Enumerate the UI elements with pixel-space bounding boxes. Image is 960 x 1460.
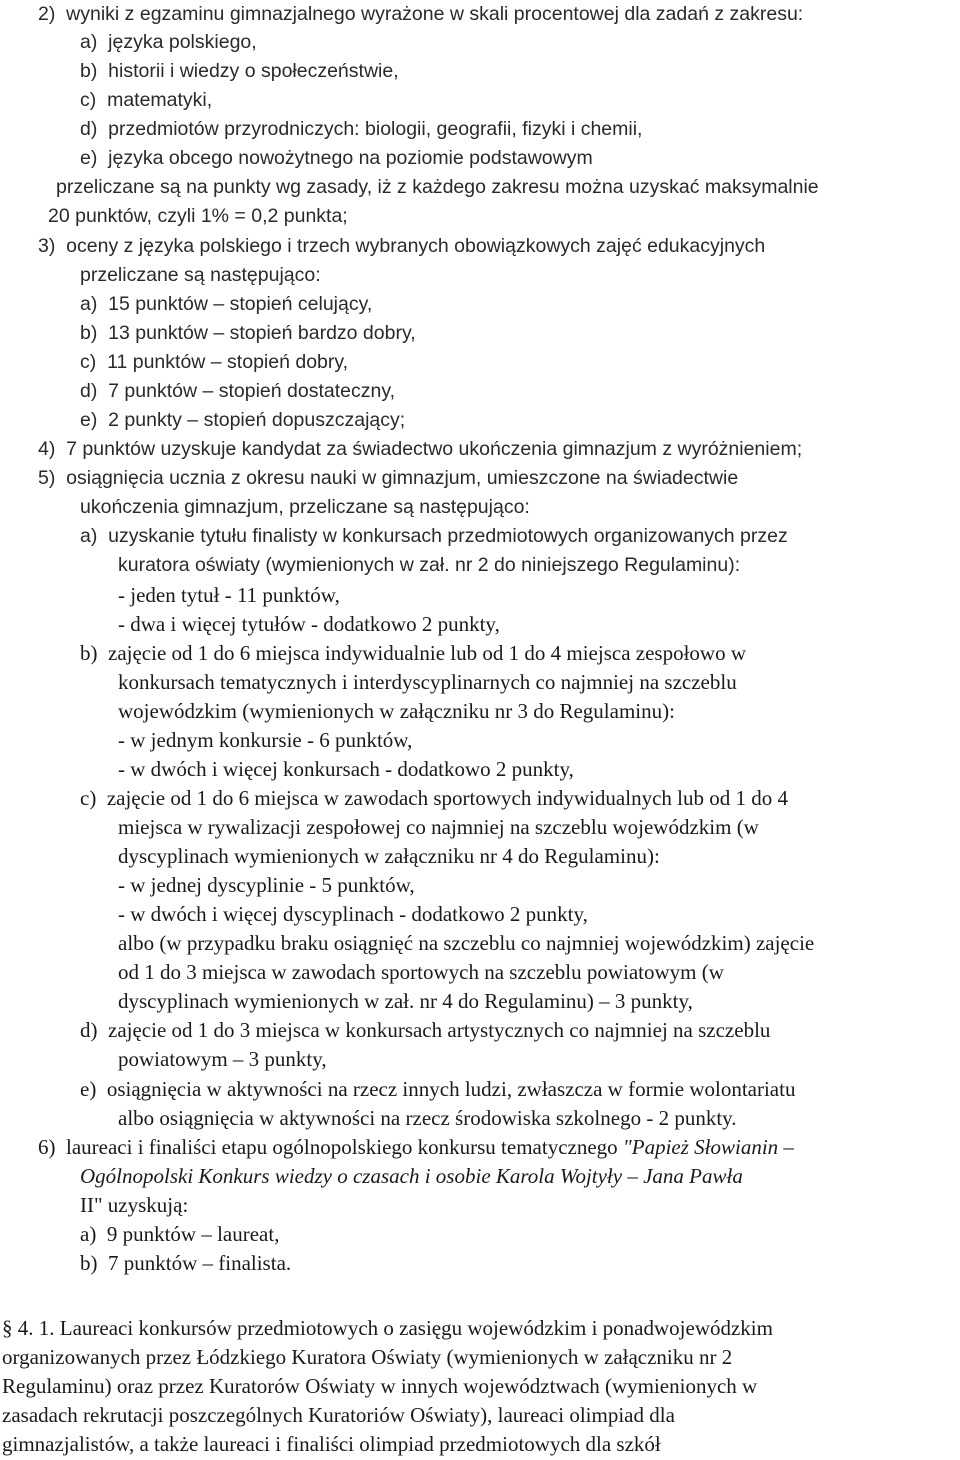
item-2-note: przeliczane są na punkty wg zasady, iż z każdego zakresu można uzyskać maksymalnie <box>56 176 819 198</box>
item-3-cont: przeliczane są następująco: <box>80 264 321 286</box>
item-6-title-cont: Ogólnopolski Konkurs wiedzy o czasach i osobie Karola Wojtyły – Jana Pawła <box>80 1164 743 1188</box>
item-5d: d) zajęcie od 1 do 3 miejsca w konkursach artystycznych co najmniej na szczeblu <box>80 1018 771 1042</box>
item-5c-alt-1: albo (w przypadku braku osiągnięć na szczeblu co najmniej wojewódzkim) zajęcie <box>118 931 815 955</box>
item-6 <box>38 1133 794 1162</box>
item-6-title-start: "Papież Słowianin – <box>622 1135 794 1159</box>
item-5e: e) osiągnięcia w aktywności na rzecz innych ludzi, zwłaszcza w formie wolontariatu <box>80 1077 796 1101</box>
item-3c: c) 11 punktów – stopień dobry, <box>80 351 349 373</box>
item-6-text: 6) laureaci i finaliści etapu ogólnopolskiego konkursu tematycznego <box>38 1135 623 1159</box>
item-5c: c) zajęcie od 1 do 6 miejsca w zawodach sportowych indywidualnych lub od 1 do 4 <box>80 786 788 810</box>
item-2: 2) wyniki z egzaminu gimnazjalnego wyrażone w skali procentowej dla zadań z zakresu: <box>38 3 804 25</box>
item-6-cont: II" uzyskują: <box>80 1193 189 1217</box>
item-3b: b) 13 punktów – stopień bardzo dobry, <box>80 322 416 344</box>
item-5c-cont-2: dyscyplinach wymienionych w załączniku nr 4 do Regulaminu): <box>118 844 660 868</box>
item-5e-cont: albo osiągnięcia w aktywności na rzecz środowiska szkolnego - 2 punkty. <box>118 1106 737 1130</box>
item-5c-cont-1: miejsca w rywalizacji zespołowej co najmniej na szczeblu wojewódzkim (w <box>118 815 759 839</box>
section-4-para-2: organizowanych przez Łódzkiego Kuratora Oświaty (wymienionych w załączniku nr 2 <box>2 1345 733 1369</box>
item-6b: b) 7 punktów – finalista. <box>80 1251 292 1275</box>
item-2b: b) historii i wiedzy o społeczeństwie, <box>80 60 399 82</box>
item-2e: e) języka obcego nowożytnego na poziomie podstawowym <box>80 147 593 169</box>
item-5b-cont-1: konkursach tematycznych i interdyscyplinarnych co najmniej na szczeblu <box>118 670 737 694</box>
item-3a: a) 15 punktów – stopień celujący, <box>80 293 373 315</box>
item-2a: a) języka polskiego, <box>80 31 257 53</box>
item-5-cont: ukończenia gimnazjum, przeliczane są następująco: <box>80 496 530 518</box>
item-2c: c) matematyki, <box>80 89 213 111</box>
item-5a-rule-1: - jeden tytuł - 11 punktów, <box>118 583 340 607</box>
item-5b-cont-2: wojewódzkim (wymienionych w załączniku nr 3 do Regulaminu): <box>118 699 675 723</box>
item-3: 3) oceny z języka polskiego i trzech wybranych obowiązkowych zajęć edukacyjnych <box>38 235 766 257</box>
section-4-para-3: Regulaminu) oraz przez Kuratorów Oświaty w innych województwach (wymienionych w <box>2 1374 758 1398</box>
item-5a-rule-2: - dwa i więcej tytułów - dodatkowo 2 punkty, <box>118 612 500 636</box>
item-5: 5) osiągnięcia ucznia z okresu nauki w gimnazjum, umieszczone na świadectwie <box>38 467 739 489</box>
section-4-para-1: § 4. 1. Laureaci konkursów przedmiotowych o zasięgu wojewódzkim i ponadwojewódzkim <box>2 1316 773 1340</box>
item-4: 4) 7 punktów uzyskuje kandydat za świadectwo ukończenia gimnazjum z wyróżnieniem; <box>38 438 803 460</box>
item-5c-alt-3: dyscyplinach wymienionych w zał. nr 4 do Regulaminu) – 3 punkty, <box>118 989 693 1013</box>
item-5c-rule-1: - w jednej dyscyplinie - 5 punktów, <box>118 873 415 897</box>
item-2d: d) przedmiotów przyrodniczych: biologii, geografii, fizyki i chemii, <box>80 118 643 140</box>
item-5a: a) uzyskanie tytułu finalisty w konkursach przedmiotowych organizowanych przez <box>80 525 788 547</box>
item-5b-rule-1: - w jednym konkursie - 6 punktów, <box>118 728 413 752</box>
section-4-para-5: gimnazjalistów, a także laureaci i finaliści olimpiad przedmiotowych dla szkół <box>2 1432 661 1456</box>
item-5c-rule-2: - w dwóch i więcej dyscyplinach - dodatkowo 2 punkty, <box>118 902 588 926</box>
item-5b: b) zajęcie od 1 do 6 miejsca indywidualnie lub od 1 do 4 miejsca zespołowo w <box>80 641 747 665</box>
item-5a-cont: kuratora oświaty (wymienionych w zał. nr 2 do niniejszego Regulaminu): <box>118 554 741 576</box>
item-5b-rule-2: - w dwóch i więcej konkursach - dodatkowo 2 punkty, <box>118 757 574 781</box>
item-5d-cont: powiatowym – 3 punkty, <box>118 1047 327 1071</box>
item-2-note-cont: 20 punktów, czyli 1% = 0,2 punkta; <box>48 205 348 227</box>
item-6a: a) 9 punktów – laureat, <box>80 1222 280 1246</box>
item-3d: d) 7 punktów – stopień dostateczny, <box>80 380 396 402</box>
item-3e: e) 2 punkty – stopień dopuszczający; <box>80 409 406 431</box>
item-5c-alt-2: od 1 do 3 miejsca w zawodach sportowych na szczeblu powiatowym (w <box>118 960 724 984</box>
section-4-para-4: zasadach rekrutacji poszczególnych Kuratoriów Oświaty), laureaci olimpiad dla <box>2 1403 675 1427</box>
